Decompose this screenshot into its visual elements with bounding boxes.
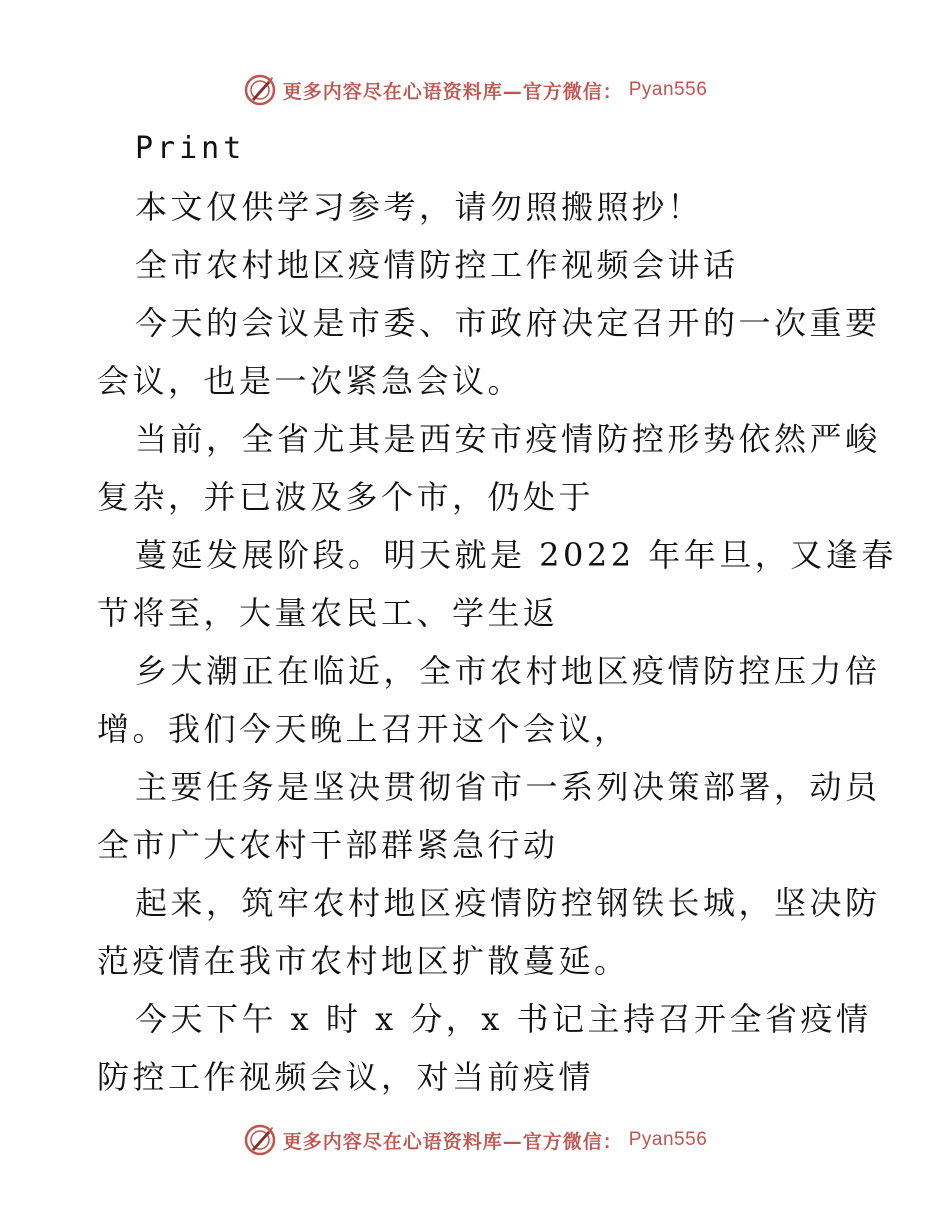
paragraph-line: 当前，全省尤其是西安市疫情防控形势依然严峻 [135, 420, 881, 458]
paragraph-line: 会议，也是一次紧急会议。 [97, 362, 524, 400]
document-title: 全市农村地区疫情防控工作视频会讲话 [135, 246, 739, 284]
watermark-wechat-id: Pyan556 [628, 79, 708, 100]
paragraph-line: 主要任务是坚决贯彻省市一系列决策部署，动员 [135, 768, 881, 806]
watermark-wechat-id: Pyan556 [628, 1129, 708, 1150]
paragraph-line: 增。我们今天晚上召开这个会议， [97, 710, 630, 748]
paragraph-line: 节将至，大量农民工、学生返 [97, 594, 559, 632]
disclaimer-line: 本文仅供学习参考，请勿照搬照抄！ [135, 188, 704, 226]
watermark-text: 更多内容尽在心语资料库—官方微信： [282, 1130, 623, 1153]
quill-seal-icon [243, 1123, 277, 1157]
paragraph-line: 防控工作视频会议，对当前疫情 [97, 1058, 595, 1096]
watermark-header [0, 70, 950, 110]
watermark-text: 更多内容尽在心语资料库—官方微信： [282, 80, 623, 103]
paragraph-line: 蔓延发展阶段。明天就是 2022 年年旦，又逢春 [135, 536, 897, 574]
paragraph-line: 今天下午 x 时 x 分，x 书记主持召开全省疫情 [135, 1000, 872, 1038]
paragraph-line: 乡大潮正在临近，全市农村地区疫情防控压力倍 [135, 652, 881, 690]
paragraph-line: 全市广大农村干部群紧急行动 [97, 826, 559, 864]
document-body [97, 120, 897, 1106]
watermark-footer [0, 1120, 950, 1160]
quill-seal-icon [243, 73, 277, 107]
paragraph-line: 起来，筑牢农村地区疫情防控钢铁长城，坚决防 [135, 884, 881, 922]
paragraph-line: 复杂，并已波及多个市，仍处于 [97, 478, 595, 516]
print-label: Print [135, 131, 246, 166]
paragraph-line: 今天的会议是市委、市政府决定召开的一次重要 [135, 304, 881, 342]
paragraph-line: 范疫情在我市农村地区扩散蔓延。 [97, 942, 630, 980]
